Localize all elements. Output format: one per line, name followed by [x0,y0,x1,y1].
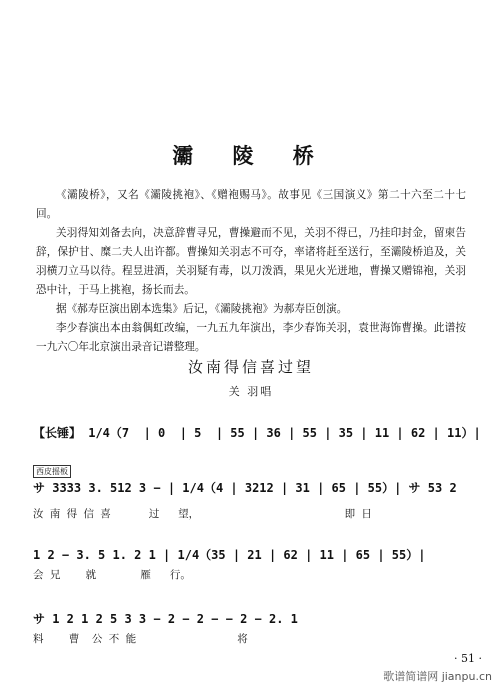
intro-paragraph: 李少春演出本由翁偶虹改编，一九五九年演出，李少春饰关羽，袁世海饰曹操。此谱按一九六〇年北京演出录音记谱整理。 [36,322,466,353]
watermark: 歌谱简谱网 jianpu.cn [383,670,492,683]
score-line: 1 2 − 3. 5 1. 2 1 | 1/4（35 | 21 | 62 | 11 | 65 | 55）| [33,548,426,562]
song-title: 汝南得信喜过望 [187,358,314,376]
score-line: サ 3333 3. 512 3 − | 1/4（4 | 3212 | 31 | 65 | 55）| サ 53 2 [33,481,457,495]
score-line: サ 1 2 1 2 5 3 3 − 2 − 2 − − 2 − 2. 1 [33,612,298,626]
intro-paragraph: 关羽得知刘备去向，决意辞曹寻兄，曹操避而不见，关羽不得已，乃挂印封金，留柬告辞，保护甘、糜二夫人出许都。曹操知关羽志不可夺，率诸将赶至送行，至灞陵桥追及，关羽横刀立马以待。程昱进酒，关羽疑有毒，以刀泼酒，果见火光迸地，曹操又赠锦袍，关羽恐中计，于马上挑袍，扬长而去。 [36,227,466,296]
intro-paragraph: 据《郝寿臣演出剧本选集》后记，《灞陵挑袍》为郝寿臣创演。 [56,303,348,315]
lyric-line: 会 兄 就 雁 行。 [33,569,191,581]
score-line: 【长锤】 1/4（7 | 0 | 5 | 55 | 36 | 55 | 35 | 11 | 62 | 11）| [33,426,481,440]
singer-label: 关 羽唱 [228,385,274,398]
intro-text [36,186,466,357]
lyric-line: 料 曹 公 不 能 将 [33,633,248,645]
page-number: · 51 · [454,652,482,665]
intro-paragraph: 《灞陵桥》，又名《灞陵挑袍》、《赠袍赐马》。故事见《三国演义》第二十六至二十七回。 [36,189,466,220]
page-title: 灞 陵 桥 [172,144,330,168]
section-tag: 西皮摇板 [33,465,71,478]
lyric-line: 汝 南 得 信 喜 过 望， 即 日 [33,508,372,520]
